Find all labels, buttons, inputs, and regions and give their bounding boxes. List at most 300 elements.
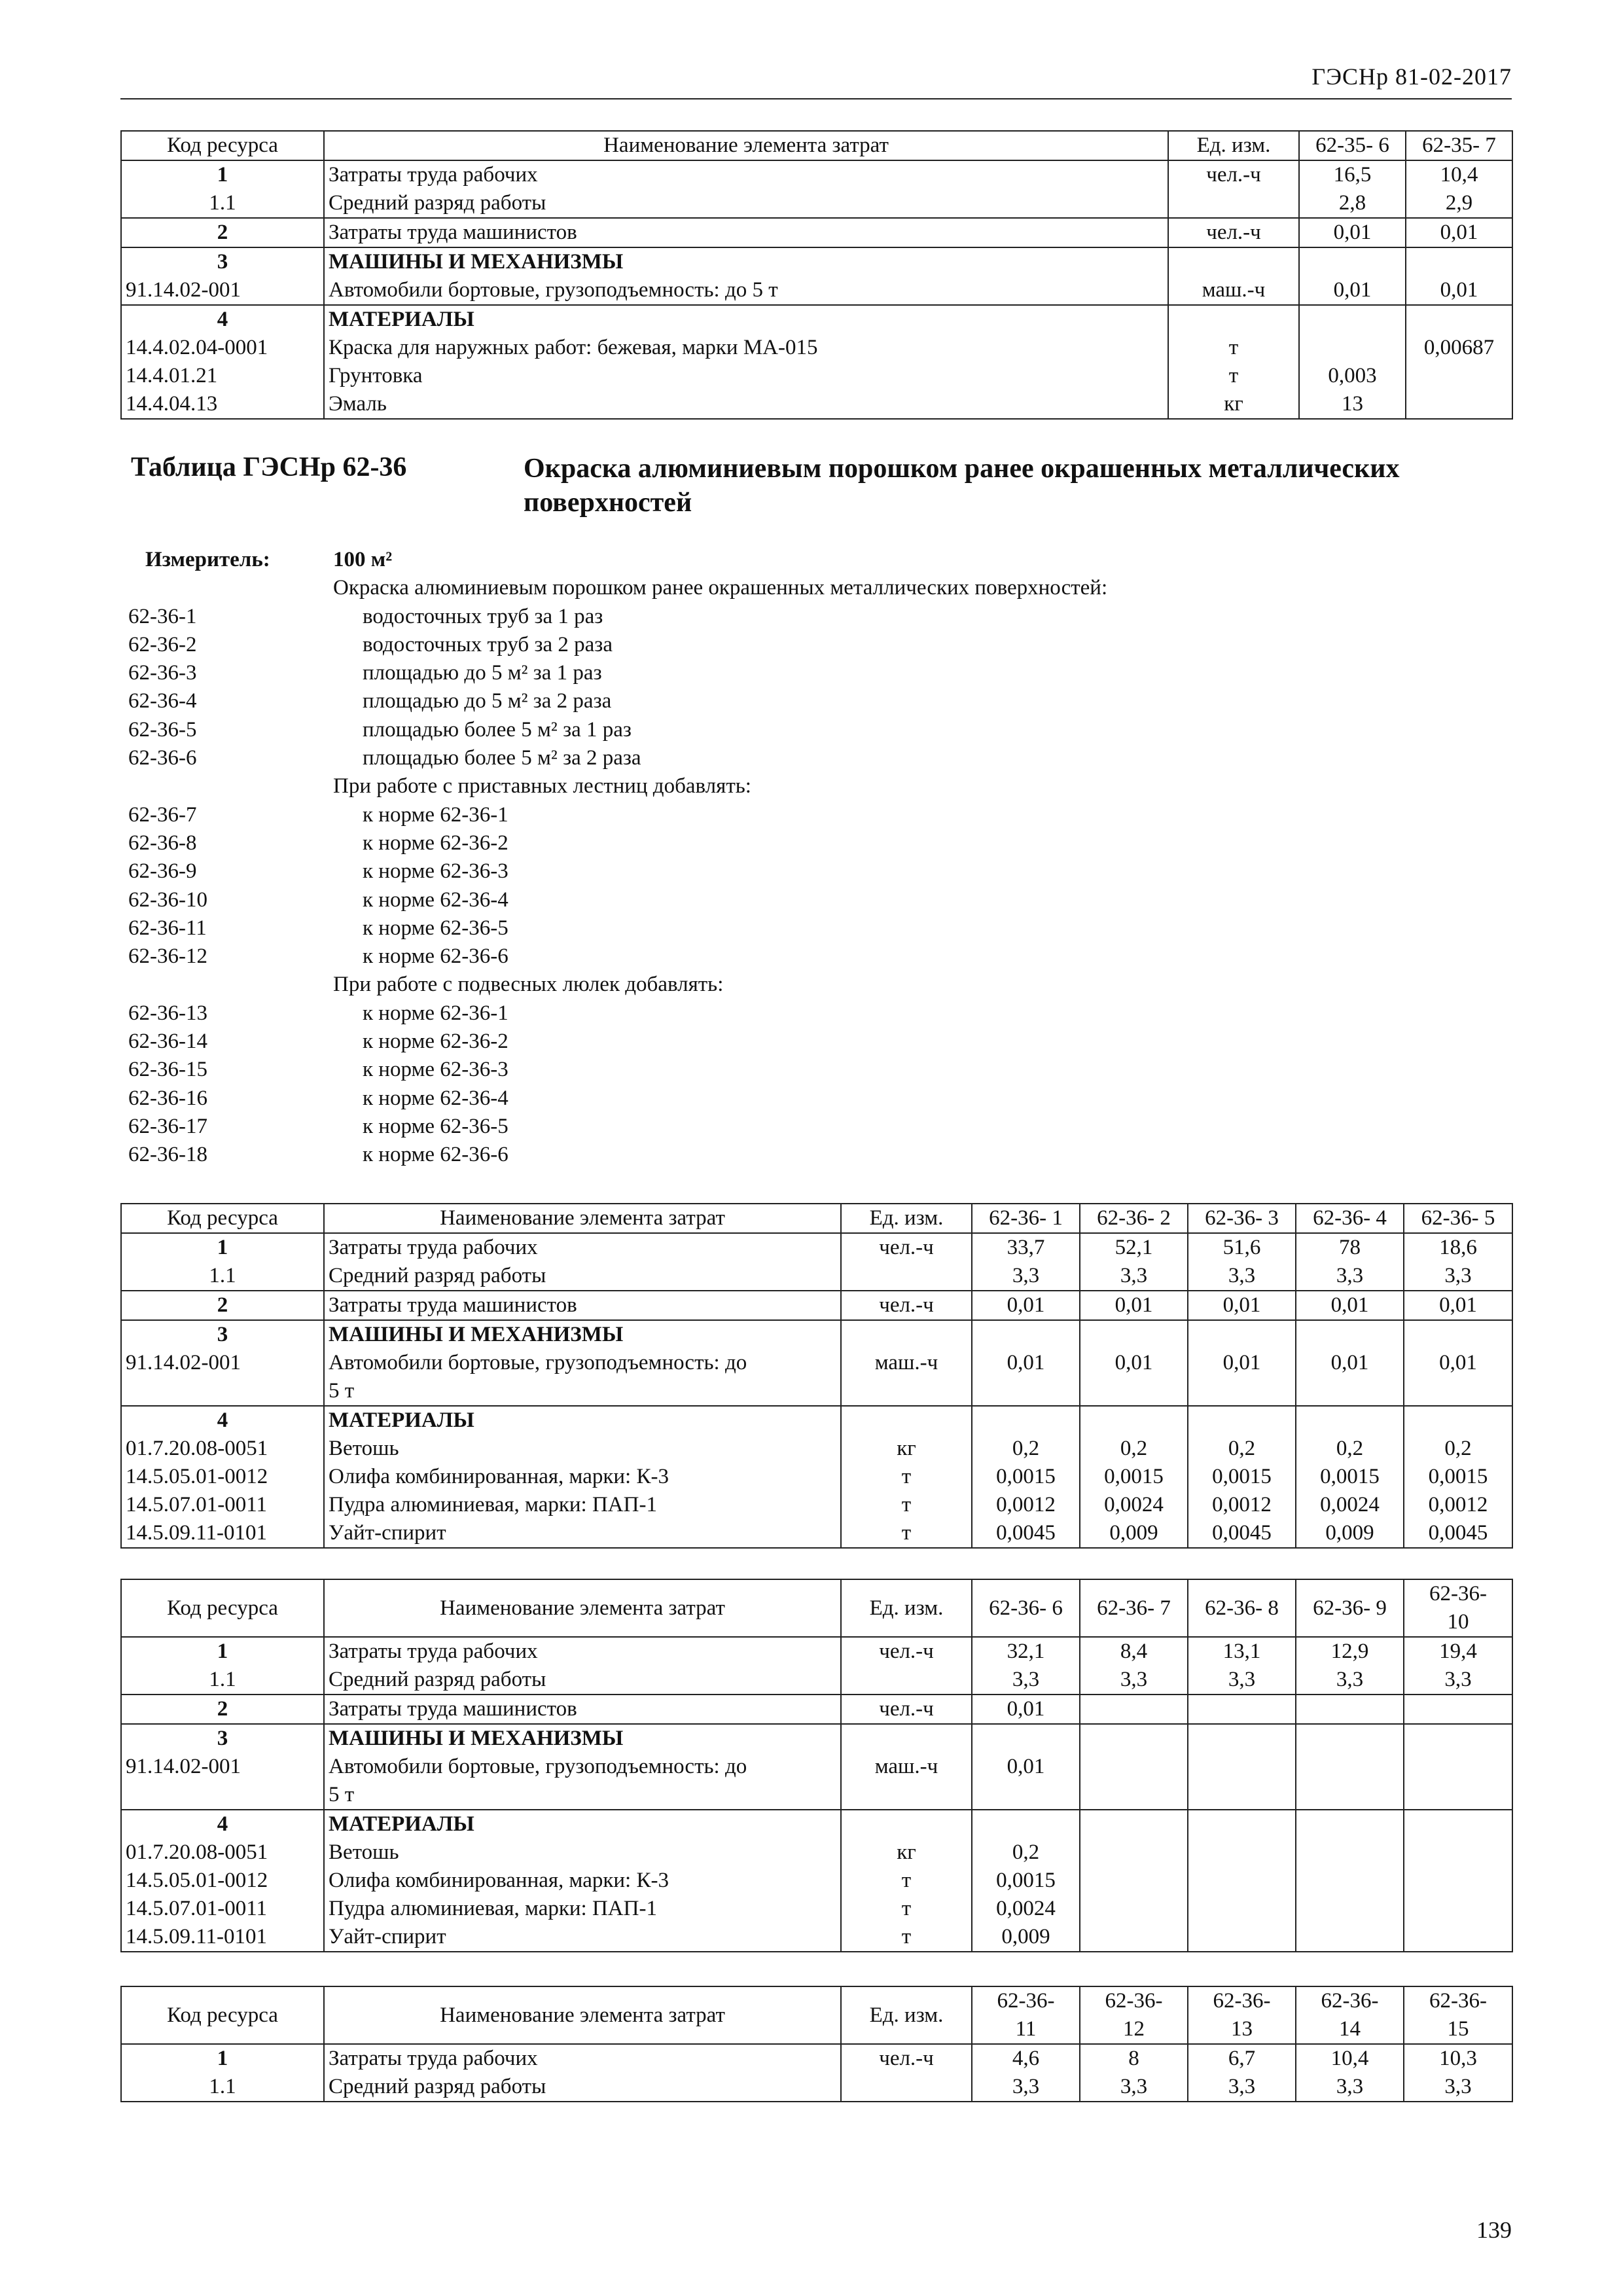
cell-line: Затраты труда машинистов bbox=[329, 1697, 577, 1721]
page-number: 139 bbox=[1476, 2217, 1512, 2243]
cell-line: 3,3 bbox=[1444, 2075, 1472, 2098]
cell-line: Затраты труда машинистов bbox=[329, 221, 577, 244]
cell-line: 14.4.01.21 bbox=[126, 364, 218, 387]
column-header: 62-36- 1 bbox=[972, 1204, 1080, 1233]
cell-line: Олифа комбинированная, марки: К-3 bbox=[329, 1869, 669, 1892]
cell-line bbox=[1300, 1753, 1399, 1781]
norm-description: к норме 62-36-6 bbox=[363, 1143, 508, 1167]
cell-line: 14.5.07.01-0011 bbox=[126, 1897, 268, 1920]
cell-line bbox=[1408, 1810, 1508, 1839]
norm-code: 62-36-3 bbox=[128, 661, 197, 685]
table-header-row bbox=[121, 1204, 1512, 1233]
cell-line: 0,0045 bbox=[996, 1521, 1056, 1545]
cell-line bbox=[1408, 1725, 1508, 1753]
cell-line: 0,2 bbox=[1228, 1437, 1256, 1460]
cell-line bbox=[1084, 1695, 1183, 1723]
cell-line: 10,4 bbox=[1440, 163, 1478, 187]
cell-line: 0,01 bbox=[1007, 1351, 1045, 1374]
column-header: Код ресурса bbox=[121, 1579, 324, 1637]
norm-code: 62-36-17 bbox=[128, 1114, 207, 1138]
cell-line bbox=[1173, 306, 1294, 334]
column-header: 62-36- 9 bbox=[1296, 1579, 1404, 1637]
cell-line: 0,01 bbox=[1333, 278, 1372, 302]
cell-line: Затраты труда рабочих bbox=[329, 2047, 538, 2070]
cell-line: Ветошь bbox=[329, 1437, 399, 1460]
cell-line: 91.14.02-001 bbox=[126, 1755, 241, 1778]
cell-line bbox=[126, 1377, 319, 1405]
cell-line: 3,3 bbox=[1336, 1264, 1364, 1287]
cell-line: Затраты труда рабочих bbox=[329, 1236, 538, 1259]
norm-description: к норме 62-36-4 bbox=[363, 888, 508, 912]
cell-line bbox=[1084, 1407, 1183, 1435]
cell-line bbox=[1300, 1839, 1399, 1867]
norm-code: 62-36-6 bbox=[128, 746, 197, 770]
cell-line bbox=[1192, 1753, 1291, 1781]
cell-line: 51,6 bbox=[1222, 1236, 1261, 1259]
cell-line: 0,0015 bbox=[1320, 1465, 1380, 1488]
norm-code: 62-36-12 bbox=[128, 944, 207, 969]
norm-line bbox=[120, 971, 1512, 999]
norm-line bbox=[120, 1113, 1512, 1141]
norm-description: площадью до 5 м² за 2 раза bbox=[363, 689, 612, 713]
table-row bbox=[121, 1406, 1512, 1548]
cell-line: Средний разряд работы bbox=[329, 191, 546, 215]
norm-line bbox=[120, 1141, 1512, 1169]
cell-line: 19,4 bbox=[1439, 1640, 1477, 1663]
cell-line: МАТЕРИАЛЫ bbox=[329, 1408, 474, 1432]
cell-line bbox=[1304, 334, 1401, 362]
cell-line: 0,0045 bbox=[1212, 1521, 1272, 1545]
cell-line: 0,0015 bbox=[1212, 1465, 1272, 1488]
cell-line: чел.-ч bbox=[879, 1640, 934, 1663]
table-row bbox=[121, 2044, 1512, 2102]
cell-line: 0,0024 bbox=[996, 1897, 1056, 1920]
norm-line bbox=[120, 1085, 1512, 1113]
table-row bbox=[121, 1724, 1512, 1810]
cell-line: 3 bbox=[217, 250, 228, 274]
cell-line: 0,0015 bbox=[996, 1465, 1056, 1488]
cell-line: 0,01 bbox=[1439, 1293, 1477, 1317]
cell-line bbox=[1173, 189, 1294, 217]
norm-line bbox=[120, 829, 1512, 857]
cell-line: 0,01 bbox=[1333, 221, 1372, 244]
cell-line bbox=[1410, 390, 1508, 418]
cell-line: МАТЕРИАЛЫ bbox=[329, 308, 474, 331]
column-header: 62-36- 7 bbox=[1080, 1579, 1188, 1637]
cell-line: маш.-ч bbox=[874, 1755, 938, 1778]
cell-line bbox=[846, 1666, 967, 1694]
cell-line: т bbox=[901, 1493, 912, 1516]
norm-code: 62-36-13 bbox=[128, 1001, 207, 1025]
cell-line: Пудра алюминиевая, марки: ПАП-1 bbox=[329, 1897, 657, 1920]
cell-line: 14.5.09.11-0101 bbox=[126, 1521, 268, 1545]
norm-code: 62-36-9 bbox=[128, 859, 197, 884]
cell-line: 1 bbox=[217, 1640, 228, 1663]
cell-line bbox=[976, 1407, 1075, 1435]
cell-line: 14.5.07.01-0011 bbox=[126, 1493, 268, 1516]
cell-line: 52,1 bbox=[1115, 1236, 1153, 1259]
cell-line: 0,0045 bbox=[1428, 1521, 1488, 1545]
cell-line: 14.5.05.01-0012 bbox=[126, 1465, 268, 1488]
table-row bbox=[121, 247, 1512, 305]
cell-line bbox=[1084, 1895, 1183, 1923]
norm-code: 62-36-11 bbox=[128, 916, 207, 940]
cell-line bbox=[976, 1725, 1075, 1753]
cell-line bbox=[126, 1781, 319, 1809]
cell-line: т bbox=[1228, 336, 1239, 359]
cell-line: 1.1 bbox=[209, 191, 236, 215]
cell-line: 01.7.20.08-0051 bbox=[126, 1437, 268, 1460]
table-header-row bbox=[121, 1986, 1512, 2044]
cell-line: 13,1 bbox=[1222, 1640, 1261, 1663]
column-header: 62-36- 10 bbox=[1404, 1579, 1512, 1637]
cell-line: 0,01 bbox=[1439, 1351, 1477, 1374]
cell-line bbox=[1300, 1781, 1399, 1809]
cell-line bbox=[846, 1810, 967, 1839]
cell-line: 0,01 bbox=[1330, 1293, 1369, 1317]
cell-line: 1 bbox=[217, 163, 228, 187]
cell-line: 3,3 bbox=[1228, 2075, 1256, 2098]
cell-line: 2,8 bbox=[1338, 191, 1366, 215]
cell-line: 5 т bbox=[329, 1783, 355, 1806]
norm-description: к норме 62-36-5 bbox=[363, 1114, 508, 1138]
cell-line bbox=[976, 1810, 1075, 1839]
cell-line: 4 bbox=[217, 1812, 228, 1836]
norm-code: 62-36-14 bbox=[128, 1030, 207, 1054]
cell-line: 1 bbox=[217, 1236, 228, 1259]
section-heading: Окраска алюминиевым порошком ранее окрашенных металлических поверхностей bbox=[524, 454, 1400, 518]
measure-row bbox=[120, 546, 1512, 574]
cell-line: 0,0024 bbox=[1320, 1493, 1380, 1516]
cell-line: Средний разряд работы bbox=[329, 2075, 546, 2098]
cell-line: 0,01 bbox=[1440, 278, 1478, 302]
cell-line bbox=[976, 1781, 1075, 1809]
cell-line: Автомобили бортовые, грузоподъемность: до 5 т bbox=[329, 278, 778, 302]
cell-line: Автомобили бортовые, грузоподъемность: до bbox=[329, 1755, 747, 1778]
cell-line bbox=[1192, 1895, 1291, 1923]
column-header: 62-36- 11 bbox=[972, 1986, 1080, 2044]
cell-line: 0,2 bbox=[1444, 1437, 1472, 1460]
norm-code: 62-36-5 bbox=[128, 717, 197, 742]
cell-line: 0,2 bbox=[1120, 1437, 1148, 1460]
norm-description: водосточных труб за 2 раза bbox=[363, 632, 613, 656]
cell-line: 0,003 bbox=[1328, 364, 1377, 387]
cell-line: 13 bbox=[1342, 392, 1363, 416]
norm-line bbox=[120, 1028, 1512, 1056]
norm-description: площадью более 5 м² за 1 раз bbox=[363, 717, 632, 742]
cell-line: Грунтовка bbox=[329, 364, 423, 387]
table-header-row bbox=[121, 131, 1512, 160]
table-header-row bbox=[121, 1579, 1512, 1637]
cell-line: 2 bbox=[217, 1697, 228, 1721]
cell-line: 0,0012 bbox=[996, 1493, 1056, 1516]
cell-line: маш.-ч bbox=[874, 1351, 938, 1374]
cell-line: 12,9 bbox=[1330, 1640, 1369, 1663]
column-header: 62-36- 4 bbox=[1296, 1204, 1404, 1233]
cell-line bbox=[1408, 1781, 1508, 1809]
measure-block bbox=[120, 546, 1512, 1170]
cell-line: 3,3 bbox=[1444, 1668, 1472, 1691]
cell-line: МАШИНЫ И МЕХАНИЗМЫ bbox=[329, 1727, 624, 1750]
measure-value: 100 м² bbox=[333, 548, 393, 571]
cell-line bbox=[846, 1321, 967, 1349]
cell-line bbox=[846, 1377, 967, 1405]
cell-line: 0,0012 bbox=[1428, 1493, 1488, 1516]
cell-line bbox=[846, 1781, 967, 1809]
measure-label: Измеритель: bbox=[145, 548, 270, 571]
cell-line bbox=[1410, 306, 1508, 334]
cell-line: 78 bbox=[1339, 1236, 1361, 1259]
header-rule bbox=[120, 98, 1512, 99]
norm-line bbox=[120, 659, 1512, 687]
cell-line: 91.14.02-001 bbox=[126, 278, 241, 302]
cell-line: МАТЕРИАЛЫ bbox=[329, 1812, 474, 1836]
cell-line bbox=[1192, 1923, 1291, 1951]
column-header: 62-36- 2 bbox=[1080, 1204, 1188, 1233]
norm-description: к норме 62-36-3 bbox=[363, 859, 508, 884]
norm-code: 62-36-1 bbox=[128, 604, 197, 628]
cell-line: 3,3 bbox=[1120, 1264, 1148, 1287]
cell-line bbox=[1408, 1377, 1508, 1405]
cell-line: кг bbox=[897, 1840, 916, 1864]
cell-line: чел.-ч bbox=[1206, 163, 1261, 187]
cell-line: 8 bbox=[1128, 2047, 1139, 2070]
column-header: 62-35- 6 bbox=[1299, 131, 1406, 160]
cell-line: маш.-ч bbox=[1202, 278, 1266, 302]
column-header: Наименование элемента затрат bbox=[324, 1986, 841, 2044]
cell-line: 10,4 bbox=[1330, 2047, 1369, 2070]
cell-line: 0,01 bbox=[1440, 221, 1478, 244]
cell-line: 0,00687 bbox=[1423, 336, 1495, 359]
norm-line bbox=[120, 744, 1512, 772]
norm-code: 62-36-10 bbox=[128, 888, 207, 912]
norm-line bbox=[120, 801, 1512, 829]
cell-line bbox=[1084, 1321, 1183, 1349]
document-code-header: ГЭСНр 81-02-2017 bbox=[1311, 63, 1512, 90]
cell-line: кг bbox=[1224, 392, 1243, 416]
norm-line bbox=[120, 942, 1512, 971]
norm-description: к норме 62-36-3 bbox=[363, 1058, 508, 1082]
norm-code: 62-36-15 bbox=[128, 1058, 207, 1082]
norm-description: к норме 62-36-1 bbox=[363, 1001, 508, 1025]
norm-description: При работе с подвесных люлек добавлять: bbox=[333, 973, 724, 997]
cell-line: 3,3 bbox=[1336, 1668, 1364, 1691]
cell-line: 2,9 bbox=[1445, 191, 1473, 215]
cell-line: Уайт-спирит bbox=[329, 1925, 446, 1948]
cell-line: 0,0012 bbox=[1212, 1493, 1272, 1516]
cell-line bbox=[1084, 1753, 1183, 1781]
table-row bbox=[121, 1233, 1512, 1291]
norm-description: к норме 62-36-2 bbox=[363, 1030, 508, 1054]
cell-line: 14.4.04.13 bbox=[126, 392, 218, 416]
cell-line bbox=[1192, 1321, 1291, 1349]
cell-line bbox=[1192, 1377, 1291, 1405]
cell-line bbox=[846, 1725, 967, 1753]
norm-description: водосточных труб за 1 раз bbox=[363, 604, 603, 628]
cell-line: 3,3 bbox=[1444, 1264, 1472, 1287]
cell-line: 0,01 bbox=[1007, 1697, 1045, 1721]
cell-line: 1.1 bbox=[209, 1264, 236, 1287]
cell-line bbox=[846, 1262, 967, 1290]
cell-line: 3,3 bbox=[1012, 1668, 1040, 1691]
cell-line: 33,7 bbox=[1007, 1236, 1045, 1259]
column-header: Ед. изм. bbox=[841, 1579, 972, 1637]
cell-line bbox=[1300, 1725, 1399, 1753]
cell-line: Ветошь bbox=[329, 1840, 399, 1864]
table-row bbox=[121, 1320, 1512, 1406]
cell-line: 10,3 bbox=[1439, 2047, 1477, 2070]
norm-description: площадью до 5 м² за 1 раз bbox=[363, 661, 602, 685]
column-header: 62-36- 8 bbox=[1188, 1579, 1296, 1637]
cell-line bbox=[1300, 1867, 1399, 1895]
cell-line bbox=[976, 1377, 1075, 1405]
cell-line: т bbox=[901, 1869, 912, 1892]
cell-line bbox=[1192, 1810, 1291, 1839]
cell-line bbox=[846, 1407, 967, 1435]
cell-line: 3 bbox=[217, 1727, 228, 1750]
resource-table bbox=[120, 1986, 1513, 2102]
cell-line: Затраты труда рабочих bbox=[329, 1640, 538, 1663]
cell-line bbox=[1300, 1810, 1399, 1839]
column-header: Код ресурса bbox=[121, 1986, 324, 2044]
column-header: 62-36- 13 bbox=[1188, 1986, 1296, 2044]
resources-table-62-36-1-5 bbox=[120, 1203, 1512, 1549]
resource-table bbox=[120, 1579, 1513, 1952]
cell-line: т bbox=[901, 1925, 912, 1948]
table-row bbox=[121, 305, 1512, 419]
cell-line: т bbox=[1228, 364, 1239, 387]
cell-line: 3,3 bbox=[1120, 1668, 1148, 1691]
column-header: Код ресурса bbox=[121, 1204, 324, 1233]
cell-line: 0,0015 bbox=[996, 1869, 1056, 1892]
table-row bbox=[121, 1695, 1512, 1724]
cell-line bbox=[1192, 1725, 1291, 1753]
cell-line: 3,3 bbox=[1228, 1264, 1256, 1287]
cell-line bbox=[1408, 1321, 1508, 1349]
cell-line: Автомобили бортовые, грузоподъемность: до bbox=[329, 1351, 747, 1374]
cell-line: 0,0015 bbox=[1428, 1465, 1488, 1488]
cell-line: Затраты труда машинистов bbox=[329, 1293, 577, 1317]
cell-line: 0,01 bbox=[1115, 1351, 1153, 1374]
cell-line: 5 т bbox=[329, 1379, 355, 1403]
norm-line bbox=[120, 716, 1512, 744]
cell-line bbox=[1408, 1867, 1508, 1895]
cell-line: 0,01 bbox=[1115, 1293, 1153, 1317]
cell-line bbox=[1084, 1810, 1183, 1839]
cell-line: 1.1 bbox=[209, 1668, 236, 1691]
cell-line: чел.-ч bbox=[879, 1236, 934, 1259]
table-row bbox=[121, 1637, 1512, 1695]
cell-line bbox=[1408, 1695, 1508, 1723]
cell-line: Уайт-спирит bbox=[329, 1521, 446, 1545]
norm-line bbox=[120, 999, 1512, 1028]
cell-line: 1.1 bbox=[209, 2075, 236, 2098]
cell-line: 4 bbox=[217, 308, 228, 331]
resource-table bbox=[120, 130, 1513, 420]
cell-line: 18,6 bbox=[1439, 1236, 1477, 1259]
cell-line bbox=[1304, 248, 1401, 276]
column-header: 62-36- 12 bbox=[1080, 1986, 1188, 2044]
section-label: Таблица ГЭСНр 62-36 bbox=[131, 452, 407, 482]
column-header: 62-36- 6 bbox=[972, 1579, 1080, 1637]
norm-code: 62-36-8 bbox=[128, 831, 197, 855]
norm-line bbox=[120, 772, 1512, 800]
cell-line bbox=[1408, 1895, 1508, 1923]
cell-line: 14.5.05.01-0012 bbox=[126, 1869, 268, 1892]
cell-line: 0,01 bbox=[1007, 1755, 1045, 1778]
cell-line: Средний разряд работы bbox=[329, 1264, 546, 1287]
cell-line bbox=[1192, 1695, 1291, 1723]
cell-line: МАШИНЫ И МЕХАНИЗМЫ bbox=[329, 250, 624, 274]
cell-line: 6,7 bbox=[1228, 2047, 1256, 2070]
cell-line: Пудра алюминиевая, марки: ПАП-1 bbox=[329, 1493, 657, 1516]
cell-line: 1 bbox=[217, 2047, 228, 2070]
cell-line: 2 bbox=[217, 221, 228, 244]
cell-line bbox=[976, 1321, 1075, 1349]
norm-line bbox=[120, 631, 1512, 659]
cell-line bbox=[1192, 1867, 1291, 1895]
norm-line bbox=[120, 603, 1512, 631]
cell-line: 0,009 bbox=[1109, 1521, 1158, 1545]
cell-line: 0,01 bbox=[1222, 1351, 1261, 1374]
cell-line: 0,009 bbox=[1001, 1925, 1050, 1948]
cell-line: МАШИНЫ И МЕХАНИЗМЫ bbox=[329, 1323, 624, 1346]
column-header: 62-36- 3 bbox=[1188, 1204, 1296, 1233]
column-header: Код ресурса bbox=[121, 131, 324, 160]
cell-line: 0,0015 bbox=[1104, 1465, 1164, 1488]
cell-line: 0,0024 bbox=[1104, 1493, 1164, 1516]
cell-line bbox=[1084, 1725, 1183, 1753]
cell-line: 4,6 bbox=[1012, 2047, 1040, 2070]
cell-line bbox=[1408, 1753, 1508, 1781]
cell-line bbox=[1084, 1923, 1183, 1951]
norm-line bbox=[120, 1056, 1512, 1084]
norm-description: площадью более 5 м² за 2 раза bbox=[363, 746, 641, 770]
norm-code: 62-36-16 bbox=[128, 1086, 207, 1110]
column-header: Наименование элемента затрат bbox=[324, 131, 1168, 160]
cell-line bbox=[1408, 1923, 1508, 1951]
cell-line: Эмаль bbox=[329, 392, 387, 416]
norm-line bbox=[120, 886, 1512, 914]
cell-line bbox=[1300, 1695, 1399, 1723]
cell-line bbox=[1300, 1377, 1399, 1405]
cell-line: 3 bbox=[217, 1323, 228, 1346]
resource-table bbox=[120, 1203, 1513, 1549]
norm-code: 62-36-4 bbox=[128, 689, 197, 713]
table-row bbox=[121, 160, 1512, 218]
cell-line: Средний разряд работы bbox=[329, 1668, 546, 1691]
resources-table-62-36-11-15 bbox=[120, 1986, 1512, 2102]
cell-line bbox=[1173, 248, 1294, 276]
cell-line: чел.-ч bbox=[1206, 221, 1261, 244]
cell-line: Затраты труда рабочих bbox=[329, 163, 538, 187]
cell-line bbox=[1410, 248, 1508, 276]
norm-description: к норме 62-36-2 bbox=[363, 831, 508, 855]
cell-line: 14.5.09.11-0101 bbox=[126, 1925, 268, 1948]
norm-line bbox=[120, 574, 1512, 602]
norm-code: 62-36-7 bbox=[128, 802, 197, 827]
table-row bbox=[121, 1810, 1512, 1952]
cell-line bbox=[1084, 1839, 1183, 1867]
norm-code: 62-36-18 bbox=[128, 1143, 207, 1167]
cell-line: 2 bbox=[217, 1293, 228, 1317]
cell-line: 8,4 bbox=[1120, 1640, 1148, 1663]
cell-line bbox=[1300, 1895, 1399, 1923]
cell-line: Краска для наружных работ: бежевая, марки МА-015 bbox=[329, 336, 818, 359]
cell-line bbox=[1192, 1839, 1291, 1867]
cell-line: чел.-ч bbox=[879, 2047, 934, 2070]
column-header: Наименование элемента затрат bbox=[324, 1204, 841, 1233]
